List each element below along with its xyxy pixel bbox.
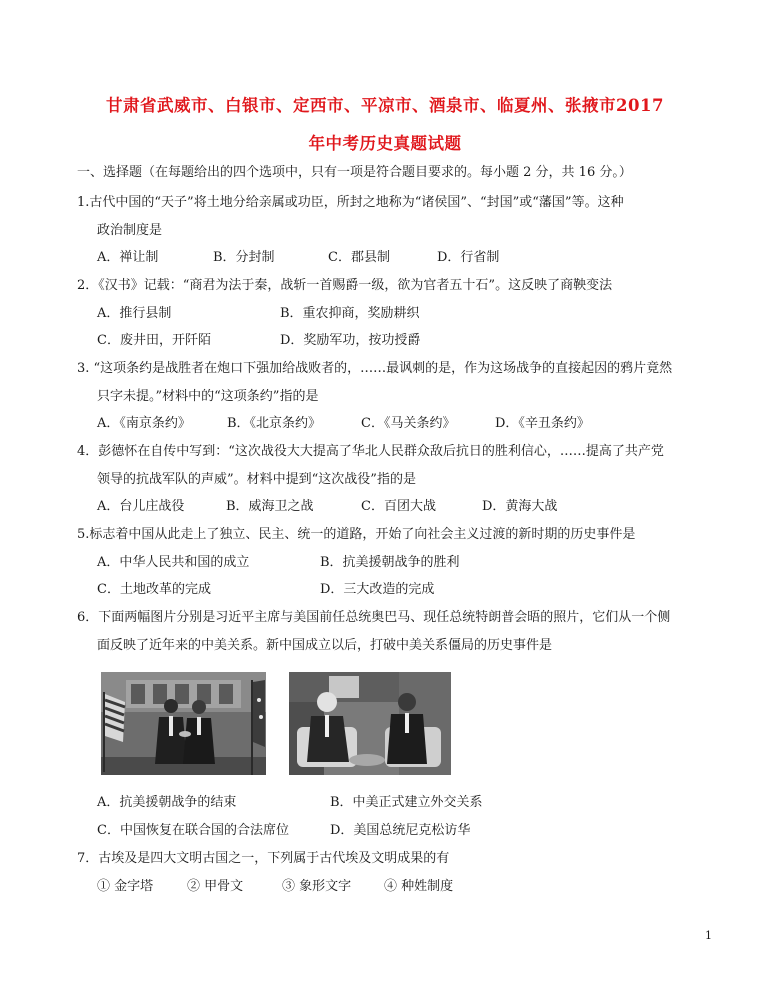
option-c: C．废井田，开阡陌 — [97, 333, 211, 348]
option-b: B．重农抑商，奖励耕织 — [280, 306, 420, 321]
photo-seated-conversation — [289, 672, 451, 775]
question-stem: 领导的抗战军队的声威”。材料中提到“这次战役”指的是 — [97, 472, 416, 487]
question-stem: 4．彭德怀在自传中写到：“这次战役大大提高了华北人民群众敌后抗日的胜利信心，……提高了共产党 — [77, 444, 664, 459]
option-d: D．《辛丑条约》 — [495, 416, 590, 431]
option-c: C．中国恢复在联合国的合法席位 — [97, 823, 289, 838]
option-1: ① 金字塔 — [97, 879, 154, 894]
option-d: D．三大改造的完成 — [320, 582, 435, 597]
option-a: A．推行县制 — [97, 306, 172, 321]
option-4: ④ 种姓制度 — [384, 879, 454, 894]
section-heading: 一、选择题（在每题给出的四个选项中，只有一项是符合题目要求的。每小题 2 分，共 16 分。） — [77, 165, 632, 180]
option-a: A．抗美援朝战争的结束 — [97, 795, 237, 810]
title-line-1: 甘肃省武威市、白银市、定西市、平凉市、酒泉市、临夏州、张掖市2017 — [106, 96, 664, 115]
option-b: B．分封制 — [213, 250, 275, 265]
question-stem: 只字未提。”材料中的“这项条约”指的是 — [97, 389, 319, 404]
question-stem: 2．《汉书》记载：“商君为法于秦，战斩一首赐爵一级，欲为官者五十石”。这反映了商鞅变法 — [77, 278, 613, 293]
question-stem: 6．下面两幅图片分别是习近平主席与美国前任总统奥巴马、现任总统特朗普会晤的照片，它们从一个侧 — [77, 610, 671, 625]
option-a: A．中华人民共和国的成立 — [97, 555, 250, 570]
option-3: ③ 象形文字 — [282, 879, 352, 894]
option-b: B．抗美援朝战争的胜利 — [320, 555, 460, 570]
option-c: C．土地改革的完成 — [97, 582, 211, 597]
question-stem: 面反映了近年来的中美关系。新中国成立以后，打破中美关系僵局的历史事件是 — [97, 638, 553, 653]
question-stem: 7．古埃及是四大文明古国之一，下列属于古代埃及文明成果的有 — [77, 851, 450, 866]
option-c: C．《马关条约》 — [361, 416, 456, 431]
page-number: 1 — [705, 929, 712, 942]
photo-meeting-with-flags — [101, 672, 266, 775]
option-c: C．郡县制 — [328, 250, 390, 265]
option-2: ② 甲骨文 — [187, 879, 244, 894]
option-d: D．行省制 — [437, 250, 500, 265]
option-c: C．百团大战 — [361, 499, 436, 514]
option-a: A．《南京条约》 — [97, 416, 191, 431]
option-b: B．中美正式建立外交关系 — [330, 795, 483, 810]
option-d: D．奖励军功，按功授爵 — [280, 333, 421, 348]
option-d: D．黄海大战 — [482, 499, 558, 514]
option-a: A．台儿庄战役 — [97, 499, 185, 514]
question-stem: 政治制度是 — [97, 223, 163, 238]
question-stem: 5.标志着中国从此走上了独立、民主、统一的道路，开始了向社会主义过渡的新时期的历史事件是 — [77, 527, 636, 542]
title-line-2: 年中考历史真题试题 — [308, 134, 462, 153]
option-a: A．禅让制 — [97, 250, 159, 265]
question-stem: 3. “这项条约是战胜者在炮口下强加给战败者的，……最讽刺的是，作为这场战争的直接起因的鸦片竟然 — [77, 361, 673, 376]
option-d: D．美国总统尼克松访华 — [330, 823, 471, 838]
option-b: B．《北京条约》 — [227, 416, 322, 431]
option-b: B．威海卫之战 — [226, 499, 314, 514]
question-stem: 1.古代中国的“天子”将土地分给亲属或功臣，所封之地称为“诸侯国”、“封国”或“藩国”等。这种 — [77, 195, 624, 210]
